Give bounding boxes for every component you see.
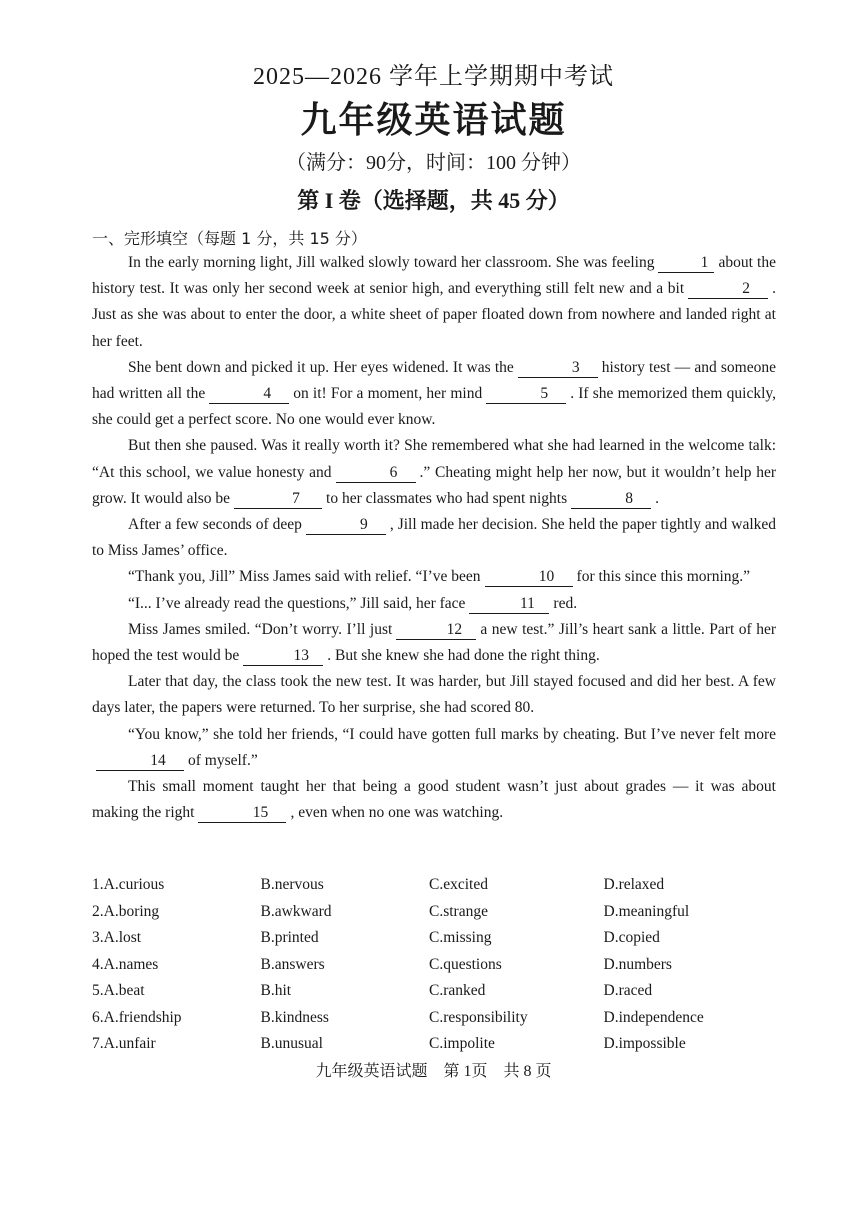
passage-text: of myself.” <box>188 751 258 769</box>
option-b: B.printed <box>260 929 319 947</box>
option-d: D.relaxed <box>603 876 665 894</box>
option-a: 4.A.names <box>92 955 159 973</box>
option-c: C.missing <box>429 929 492 947</box>
passage-text: “I... I’ve already read the questions,” Jill said, her face <box>128 594 466 612</box>
passage-paragraph-5 <box>92 564 776 590</box>
blank-2: 2 <box>688 280 768 299</box>
section-title: 一、完形填空（每题 1 分，共 15 分） <box>92 229 367 248</box>
option-d: D.numbers <box>603 955 672 973</box>
passage-paragraph-6 <box>92 591 776 617</box>
option-b: B.awkward <box>260 902 332 920</box>
passage-paragraph-8: Later that day, the class took the new test. It was harder, but Jill stayed focused and did her best. A few days later, the papers were returned. To her surprise, she had scored 80. <box>92 673 776 717</box>
passage-text: on it! For a moment, her mind <box>293 385 483 403</box>
option-row-2 <box>92 899 772 926</box>
blank-10: 10 <box>485 568 573 587</box>
option-d: D.impossible <box>603 1035 686 1053</box>
option-row-1 <box>92 872 772 899</box>
passage-text: . Just as she was about to enter the door, a white sheet of paper floated down from nowhere and landed right at her feet. <box>92 280 776 350</box>
option-c: C.responsibility <box>429 1008 528 1026</box>
blank-7: 7 <box>234 490 322 509</box>
option-b: B.answers <box>260 955 325 973</box>
option-c: C.strange <box>429 902 488 920</box>
blank-6: 6 <box>336 464 416 483</box>
passage-text: history test — and someone had written all the <box>92 358 776 403</box>
exam-subject-title: 九年级英语试题 <box>300 99 567 141</box>
option-a: 3.A.lost <box>92 929 142 947</box>
passage-text: , even when no one was watching. <box>290 804 504 822</box>
option-a: 6.A.friendship <box>92 1008 182 1026</box>
passage-text: red. <box>553 594 578 612</box>
option-row-3 <box>92 925 772 952</box>
option-a: 2.A.boring <box>92 902 160 920</box>
option-a: 1.A.curious <box>92 876 165 894</box>
passage-text: about the history test. It was only her second week at senior high, and everything still felt new and a bit <box>92 254 776 298</box>
passage-text: This small moment taught her that being a good student wasn’t just about grades — it was about making the right <box>92 778 776 822</box>
passage-paragraph-9 <box>92 722 776 774</box>
blank-15: 15 <box>198 804 286 823</box>
exam-term-title: 2025—2026 学年上学期期中考试 <box>253 64 614 90</box>
blank-8: 8 <box>571 490 651 509</box>
passage-paragraph-3 <box>92 433 776 512</box>
option-b: B.unusual <box>260 1035 323 1053</box>
passage-text: But then she paused. Was it really worth it? She remembered what she had learned in the welcome talk: “At this school, we value honesty and <box>92 437 776 481</box>
passage-text: a new test.” Jill’s heart sank a little. Part of her hoped the test would be <box>92 620 777 665</box>
passage-paragraph-4 <box>92 512 776 564</box>
blank-11: 11 <box>469 595 549 614</box>
passage-text: . If she memorized them quickly, she could get a perfect score. No one would ever know. <box>92 385 776 429</box>
answer-options <box>92 872 772 1058</box>
option-b: B.hit <box>260 982 292 1000</box>
passage-paragraph-1 <box>92 250 776 355</box>
exam-part-title: 第 I 卷（选择题，共 45 分） <box>297 188 570 213</box>
blank-5: 5 <box>486 385 566 404</box>
passage-text: “You know,” she told her friends, “I could have gotten full marks by cheating. But I’ve never felt more <box>128 725 776 743</box>
blank-1: 1 <box>658 254 714 273</box>
passage-text: In the early morning light, Jill walked slowly toward her classroom. She was feeling <box>128 254 655 271</box>
blank-14: 14 <box>96 752 184 771</box>
option-b: B.nervous <box>260 876 324 894</box>
footer-page-number: 第 1页 <box>443 1063 488 1080</box>
option-c: C.excited <box>429 876 488 894</box>
blank-4: 4 <box>209 385 289 404</box>
passage-paragraph-2 <box>92 355 776 434</box>
passage-text: After a few seconds of deep <box>128 516 302 534</box>
blank-9: 9 <box>306 516 386 535</box>
passage-paragraph-7 <box>92 617 776 669</box>
option-row-6 <box>92 1005 772 1032</box>
passage-paragraph-10 <box>92 774 776 826</box>
exam-score-time: （满分：90分，时间：100 分钟） <box>286 152 581 174</box>
blank-12: 12 <box>396 621 476 640</box>
option-a: 7.A.unfair <box>92 1035 156 1053</box>
blank-13: 13 <box>243 647 323 666</box>
passage-text: , Jill made her decision. She held the paper tightly and walked to Miss James’ office. <box>92 516 777 560</box>
option-c: C.questions <box>429 955 502 973</box>
passage-text: Miss James smiled. “Don’t worry. I’ll just <box>128 620 393 638</box>
option-d: D.independence <box>603 1008 704 1026</box>
blank-3: 3 <box>518 359 598 378</box>
footer-total-pages: 共 8 页 <box>503 1063 552 1080</box>
option-row-7 <box>92 1031 772 1058</box>
option-d: D.copied <box>603 929 660 947</box>
option-c: C.impolite <box>429 1035 495 1053</box>
passage-text: “Thank you, Jill” Miss James said with relief. “I’ve been <box>128 568 481 586</box>
option-c: C.ranked <box>429 982 486 1000</box>
passage-text: . But she knew she had done the right thing. <box>327 647 600 665</box>
option-a: 5.A.beat <box>92 982 145 1000</box>
passage-text: . <box>655 489 659 507</box>
passage-text: .” Cheating might help her now, but it wouldn’t help her grow. It would also be <box>92 463 776 507</box>
option-row-4 <box>92 952 772 979</box>
passage-text: for this since this morning.” <box>576 568 751 586</box>
cloze-passage <box>92 250 776 826</box>
footer-title: 九年级英语试题 <box>315 1063 428 1080</box>
option-b: B.kindness <box>260 1008 329 1026</box>
passage-text: She bent down and picked it up. Her eyes widened. It was the <box>128 358 514 376</box>
passage-text: to her classmates who had spent nights <box>326 489 568 507</box>
option-row-5 <box>92 978 772 1005</box>
option-d: D.meaningful <box>603 902 690 920</box>
page-footer <box>0 1058 867 1081</box>
option-d: D.raced <box>603 982 653 1000</box>
